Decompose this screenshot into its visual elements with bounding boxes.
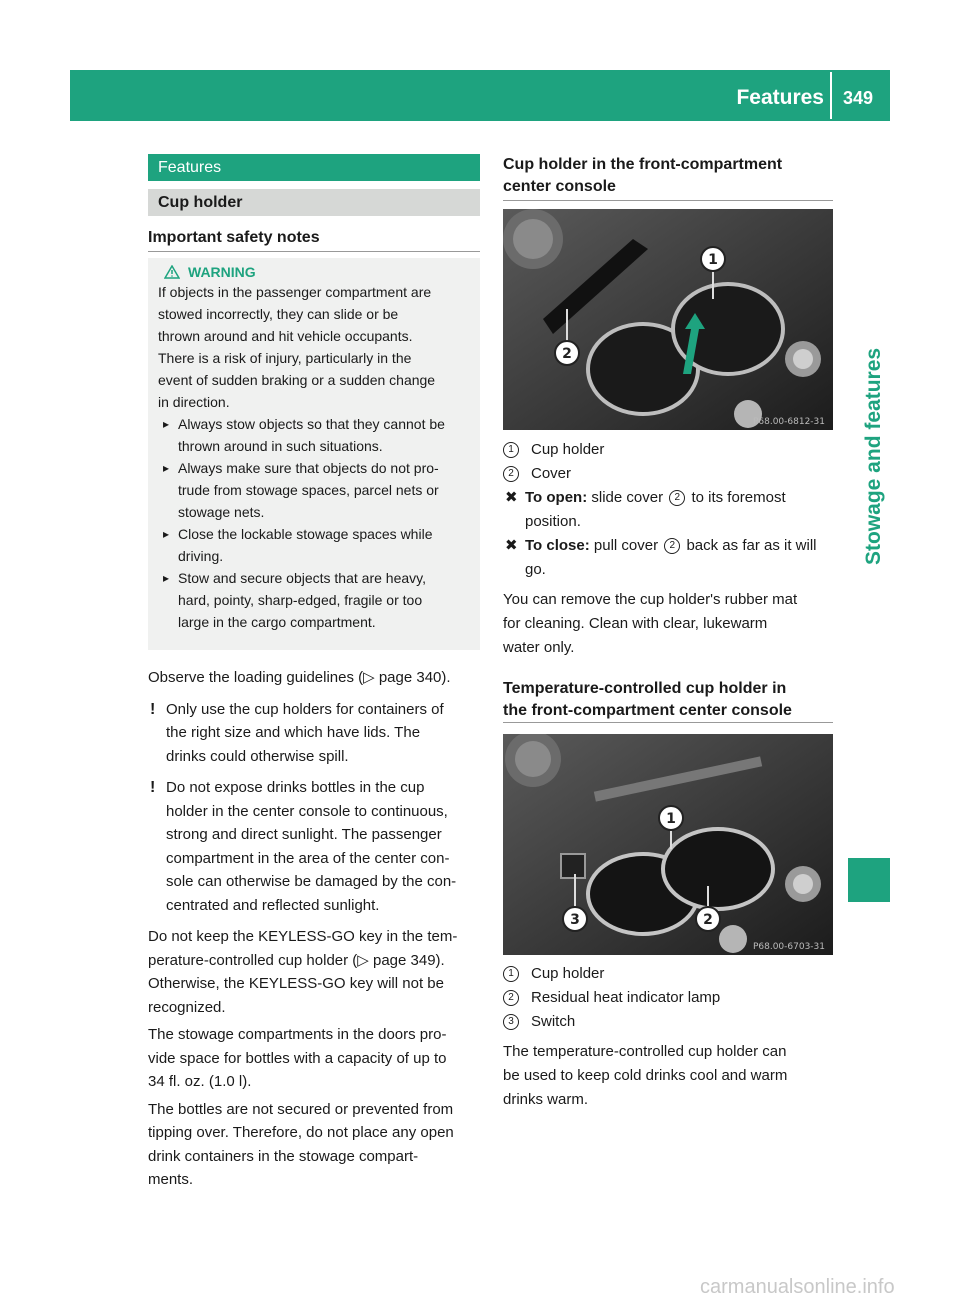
- right-body-2: [503, 962, 838, 1112]
- photo-code: P68.00-6812-31: [752, 417, 825, 427]
- note-line: centrated and reflected sunlight.: [166, 896, 380, 914]
- legend-item: [503, 962, 838, 986]
- warning-title: WARNING: [188, 264, 256, 280]
- legend-item: [503, 986, 838, 1010]
- legend-item: [503, 1010, 838, 1034]
- page-section-title: Features: [736, 86, 824, 109]
- legend-text: Switch: [531, 1013, 576, 1030]
- note-line: drinks could otherwise spill.: [166, 747, 349, 765]
- svg-text:1: 1: [708, 252, 718, 268]
- side-tab-marker: [848, 858, 890, 902]
- note-line: the right size and which have lids. The: [166, 724, 421, 741]
- note-line: strong and direct sunlight. The passenger: [166, 826, 442, 843]
- heading-line: Temperature-controlled cup holder in: [503, 680, 787, 697]
- step-text: slide cover: [591, 489, 664, 506]
- legend-text: Cover: [531, 465, 572, 482]
- warning-line: stowed incorrectly, they can slide or be: [158, 306, 399, 322]
- step-label: To close:: [525, 537, 590, 554]
- heading-line: center console: [503, 178, 616, 195]
- legend-text: Residual heat indicator lamp: [531, 989, 721, 1006]
- circled-number-icon: 2: [503, 990, 519, 1006]
- left-body: [148, 666, 480, 1192]
- para-line: ments.: [148, 1171, 194, 1188]
- page-number: 349: [843, 88, 874, 108]
- para-line: for cleaning. Clean with clear, lukewarm: [503, 615, 768, 632]
- circled-number-icon: 1: [503, 966, 519, 982]
- para-line: perature-controlled cup holder (▷ page 349).: [148, 951, 445, 969]
- warning-bullet: [158, 413, 476, 457]
- svg-text:3: 3: [570, 912, 580, 928]
- legend-text: Cup holder: [531, 441, 605, 458]
- para-line: You can remove the cup holder's rubber mat: [503, 591, 798, 608]
- svg-text:2: 2: [703, 912, 713, 928]
- para-line: tipping over. Therefore, do not place any open: [148, 1124, 454, 1141]
- cup-holder-heading: [503, 154, 782, 198]
- warning-line: There is a risk of injury, particularly in the: [158, 350, 412, 366]
- warning-line: If objects in the passenger compartment are: [158, 284, 432, 300]
- step-close: [503, 534, 838, 582]
- step-open: [503, 486, 838, 534]
- circled-number-icon: 2: [669, 490, 685, 506]
- step-label: To open:: [525, 489, 588, 506]
- para-line: The temperature-controlled cup holder can: [503, 1043, 787, 1060]
- para-line: vide space for bottles with a capacity of up to: [148, 1049, 447, 1067]
- para-line: be used to keep cold drinks cool and warm: [503, 1067, 788, 1084]
- heading-rule: [503, 200, 833, 201]
- temp-cup-holder-photo: [503, 734, 833, 955]
- bullet-line: hard, pointy, sharp-edged, fragile or too: [178, 592, 423, 608]
- circled-number-icon: 2: [503, 466, 519, 482]
- step-text: go.: [525, 561, 546, 578]
- para-line: drinks warm.: [503, 1091, 589, 1108]
- header-divider: [830, 72, 832, 119]
- step-text: to its foremost: [691, 489, 786, 506]
- temp-cup-holder-heading: [503, 678, 792, 722]
- circled-number-icon: 2: [664, 538, 680, 554]
- circled-number-icon: 1: [503, 442, 519, 458]
- legend-item: [503, 438, 838, 462]
- arrow-step-icon: ✖: [505, 537, 518, 554]
- note-2: [148, 776, 480, 917]
- side-tab-label: Stowage and features: [862, 347, 885, 565]
- warning-line: thrown around and hit vehicle occupants.: [158, 328, 413, 344]
- circled-number-icon: 3: [503, 1014, 519, 1030]
- exclamation-icon: !: [150, 779, 156, 796]
- warning-bullet: [158, 523, 476, 567]
- para-line: The bottles are not secured or prevented from: [148, 1100, 454, 1118]
- exclamation-icon: !: [150, 700, 156, 718]
- bullet-line: ▸ Stow and secure objects that are heavy,: [178, 570, 426, 586]
- para-line: recognized.: [148, 998, 226, 1016]
- para-line: water only.: [503, 639, 575, 656]
- remove-paragraph: [503, 588, 838, 660]
- para-line: drink containers in the stowage compart-: [148, 1147, 419, 1165]
- paragraph-bottles: [148, 1098, 480, 1192]
- bullet-line: ▸ Close the lockable stowage spaces while: [178, 526, 433, 542]
- observe-line: Observe the loading guidelines (▷ page 340).: [148, 669, 451, 686]
- legend-text: Cup holder: [531, 965, 605, 982]
- warning-text: [158, 281, 476, 633]
- safety-heading: Important safety notes: [148, 229, 320, 246]
- step-text: back as far as it will: [686, 537, 817, 554]
- warning-line: event of sudden braking or a sudden change: [158, 372, 436, 388]
- subsection-bar: Cup holder: [148, 189, 480, 216]
- step-text: position.: [525, 513, 581, 530]
- cup-holder-photo: [503, 209, 833, 430]
- bullet-line: ▸ Always make sure that objects do not pro-: [178, 460, 439, 476]
- svg-text:2: 2: [562, 346, 572, 362]
- paragraph-keyless: [148, 925, 480, 1019]
- heading-line: the front-compartment center console: [503, 702, 792, 719]
- photo-code: P68.00-6703-31: [752, 942, 825, 952]
- bullet-line: stowage nets.: [178, 504, 265, 520]
- warning-bullet: [158, 567, 476, 633]
- bullet-line: thrown around in such situations.: [178, 438, 383, 454]
- warning-content: [158, 264, 476, 633]
- step-text: pull cover: [593, 537, 659, 554]
- bullet-line: large in the cargo compartment.: [178, 614, 376, 630]
- heading-line: Cup holder in the front-compartment: [503, 156, 783, 173]
- para-line: Do not keep the KEYLESS-GO key in the tem-: [148, 928, 458, 945]
- temp-paragraph: [503, 1040, 838, 1112]
- bullet-line: trude from stowage spaces, parcel nets or: [178, 482, 439, 498]
- para-line: Otherwise, the KEYLESS-GO key will not be: [148, 975, 444, 992]
- note-line: Do not expose drinks bottles in the cup: [166, 779, 425, 796]
- paragraph-doors: [148, 1023, 480, 1094]
- legend-item: [503, 462, 838, 486]
- section-bar: Features: [148, 154, 480, 181]
- arrow-step-icon: ✖: [505, 489, 518, 506]
- right-body-1: [503, 438, 838, 660]
- warning-bullet: [158, 457, 476, 523]
- note-1: [148, 698, 480, 769]
- bullet-line: driving.: [178, 548, 224, 564]
- note-line: Only use the cup holders for containers of: [166, 700, 444, 718]
- bullet-line: ▸ Always stow objects so that they cannot be: [178, 416, 445, 432]
- watermark: carmanualsonline.info: [700, 1276, 895, 1298]
- note-line: holder in the center console to continuous,: [166, 802, 448, 820]
- svg-text:1: 1: [666, 811, 676, 827]
- note-line: sole can otherwise be damaged by the con-: [166, 873, 457, 890]
- heading-rule: [148, 251, 480, 252]
- warning-triangle-icon: [164, 265, 180, 279]
- para-line: The stowage compartments in the doors pro-: [148, 1026, 447, 1043]
- para-line: 34 fl. oz. (1.0 l).: [148, 1073, 252, 1090]
- heading-rule: [503, 722, 833, 723]
- warning-line: in direction.: [158, 394, 230, 410]
- note-line: compartment in the area of the center con-: [166, 849, 450, 867]
